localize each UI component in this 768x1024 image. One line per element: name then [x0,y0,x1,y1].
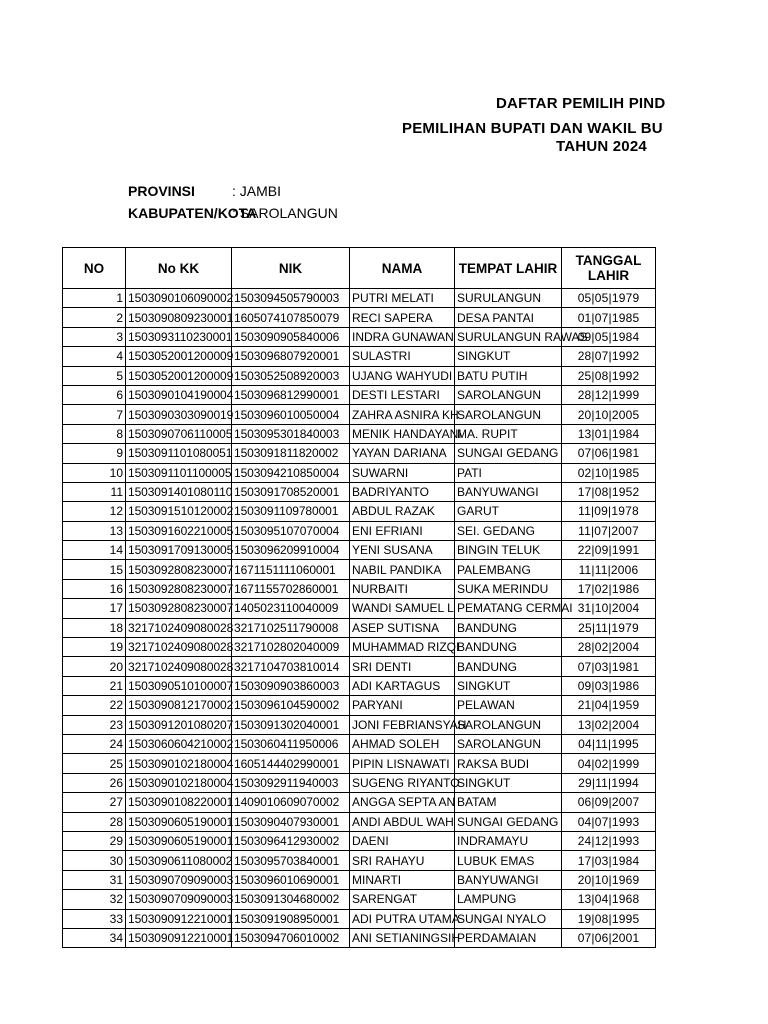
cell-tempat-lahir: SURULANGUN [455,289,562,308]
cell-no: 3 [63,327,126,346]
cell-tanggal-lahir: 24|12|1993 [562,831,656,850]
cell-nik: 1405023110040009 [232,599,350,618]
cell-nama: DESTI LESTARI [350,385,455,404]
cell-no: 11 [63,482,126,501]
cell-nama: MUHAMMAD RIZQI [350,638,455,657]
cell-no: 16 [63,579,126,598]
cell-no-kk: 3217102409080028 [126,638,232,657]
cell-tempat-lahir: LAMPUNG [455,890,562,909]
table-header-row [63,248,656,289]
cell-tempat-lahir: SAROLANGUN [455,734,562,753]
cell-nik: 1503095301840003 [232,424,350,443]
cell-tanggal-lahir: 07|06|1981 [562,444,656,463]
cell-nik: 1671151111060001 [232,560,350,579]
cell-nik: 3217102511790008 [232,618,350,637]
cell-tanggal-lahir: 21|04|1959 [562,696,656,715]
document-subtitle: PEMILIHAN BUPATI DAN WAKIL BU [402,120,663,137]
cell-no: 34 [63,928,126,947]
cell-no-kk: 1503090812170002 [126,696,232,715]
table-row [63,482,656,501]
cell-nik: 1503096209910004 [232,541,350,560]
table-row [63,444,656,463]
cell-nik: 1671155702860001 [232,579,350,598]
cell-no-kk: 1503091510120002 [126,502,232,521]
cell-tanggal-lahir: 09|03|1986 [562,676,656,695]
cell-no: 28 [63,812,126,831]
cell-tempat-lahir: BANYUWANGI [455,482,562,501]
cell-tanggal-lahir: 06|09|2007 [562,793,656,812]
table-row [63,793,656,812]
table-row [63,831,656,850]
table-row [63,715,656,734]
table-row [63,851,656,870]
cell-nama: ADI KARTAGUS [350,676,455,695]
cell-nama: SUWARNI [350,463,455,482]
cell-no-kk: 1503090303090019 [126,405,232,424]
cell-nama: ENI EFRIANI [350,521,455,540]
cell-tanggal-lahir: 25|08|1992 [562,366,656,385]
cell-tanggal-lahir: 04|07|1993 [562,812,656,831]
cell-no: 1 [63,289,126,308]
cell-nama: ASEP SUTISNA [350,618,455,637]
cell-no-kk: 3217102409080028 [126,657,232,676]
column-header-tempat-lahir: TEMPAT LAHIR [455,248,562,289]
cell-nama: PIPIN LISNAWATI [350,754,455,773]
cell-nik: 3217104703810014 [232,657,350,676]
cell-tempat-lahir: SAROLANGUN [455,715,562,734]
cell-nama: SARENGAT [350,890,455,909]
cell-no-kk: 1503091602210005 [126,521,232,540]
cell-no: 21 [63,676,126,695]
cell-tanggal-lahir: 28|07|1992 [562,347,656,366]
table-row [63,754,656,773]
cell-nik: 1503090903860003 [232,676,350,695]
table-row [63,347,656,366]
cell-nik: 1503091811820002 [232,444,350,463]
cell-tanggal-lahir: 28|02|2004 [562,638,656,657]
table-row [63,870,656,889]
cell-nama: ABDUL RAZAK [350,502,455,521]
cell-nama: MINARTI [350,870,455,889]
cell-no-kk: 1503090912210001 [126,928,232,947]
cell-tempat-lahir: SINGKUT [455,676,562,695]
cell-nik: 1503091302040001 [232,715,350,734]
cell-tanggal-lahir: 20|10|1969 [562,870,656,889]
table-row [63,327,656,346]
cell-nik: 1503096412930002 [232,831,350,850]
cell-no: 24 [63,734,126,753]
cell-nik: 1503095107070004 [232,521,350,540]
cell-nama: ADI PUTRA UTAMA [350,909,455,928]
cell-nik: 1503091708520001 [232,482,350,501]
cell-nama: NABIL PANDIKA [350,560,455,579]
table-row [63,424,656,443]
cell-nama: AHMAD SOLEH [350,734,455,753]
cell-nama: ANGGA SEPTA AN [350,793,455,812]
cell-no: 9 [63,444,126,463]
cell-no-kk: 1503052001200009 [126,347,232,366]
table-body [63,289,656,948]
kabupaten-row [128,205,338,221]
cell-nik: 1503052508920003 [232,366,350,385]
cell-tanggal-lahir: 29|11|1994 [562,773,656,792]
cell-tanggal-lahir: 25|11|1979 [562,618,656,637]
cell-nik: 1605144402990001 [232,754,350,773]
cell-nama: SRI DENTI [350,657,455,676]
cell-tempat-lahir: SINGKUT [455,773,562,792]
cell-no: 14 [63,541,126,560]
cell-nama: BADRIYANTO [350,482,455,501]
cell-tanggal-lahir: 04|02|1999 [562,754,656,773]
cell-nama: ANDI ABDUL WAH [350,812,455,831]
cell-tempat-lahir: BANDUNG [455,638,562,657]
cell-nik: 1503095703840001 [232,851,350,870]
cell-nama: UJANG WAHYUDI [350,366,455,385]
table-row [63,638,656,657]
table-row [63,890,656,909]
cell-nik: 1503090407930001 [232,812,350,831]
cell-no-kk: 1503060604210002 [126,734,232,753]
cell-nama: ZAHRA ASNIRA KH [350,405,455,424]
column-header-nik: NIK [232,248,350,289]
table-row [63,541,656,560]
cell-no-kk: 1503090104190004 [126,385,232,404]
cell-nik: 1503091908950001 [232,909,350,928]
cell-tanggal-lahir: 28|12|1999 [562,385,656,404]
table-row [63,521,656,540]
cell-no: 31 [63,870,126,889]
cell-tanggal-lahir: 07|06|2001 [562,928,656,947]
cell-nik: 1503094505790003 [232,289,350,308]
cell-no: 13 [63,521,126,540]
table-row [63,812,656,831]
cell-nama: WANDI SAMUEL L [350,599,455,618]
cell-nik: 1503094706010002 [232,928,350,947]
cell-tempat-lahir: SUNGAI GEDANG [455,812,562,831]
cell-tanggal-lahir: 01|07|1985 [562,308,656,327]
cell-tanggal-lahir: 22|09|1991 [562,541,656,560]
cell-no-kk: 1503090108220001 [126,793,232,812]
cell-no-kk: 1503090809230001 [126,308,232,327]
kabupaten-value: : SAROLANGUN [232,205,338,221]
table-row [63,366,656,385]
cell-no: 23 [63,715,126,734]
cell-tempat-lahir: BANYUWANGI [455,870,562,889]
cell-no-kk: 1503090102180004 [126,754,232,773]
cell-no-kk: 1503090605190001 [126,831,232,850]
cell-no-kk: 1503090709090003 [126,870,232,889]
cell-no: 7 [63,405,126,424]
document-year: TAHUN 2024 [556,138,647,155]
cell-no-kk: 1503091401080110 [126,482,232,501]
cell-tanggal-lahir: 04|11|1995 [562,734,656,753]
document-title: DAFTAR PEMILIH PIND [496,95,666,112]
cell-tempat-lahir: SUNGAI NYALO [455,909,562,928]
table-row [63,385,656,404]
cell-no-kk: 1503090510100007 [126,676,232,695]
cell-no-kk: 1503091201080207 [126,715,232,734]
cell-tempat-lahir: LUBUK EMAS [455,851,562,870]
cell-no: 2 [63,308,126,327]
table-row [63,657,656,676]
table-row [63,618,656,637]
cell-nik: 1503096010050004 [232,405,350,424]
table-row [63,909,656,928]
cell-no-kk: 1503090709090003 [126,890,232,909]
cell-nik: 1503091304680002 [232,890,350,909]
cell-tempat-lahir: BATU PUTIH [455,366,562,385]
cell-tempat-lahir: PATI [455,463,562,482]
cell-no: 20 [63,657,126,676]
cell-tanggal-lahir: 05|05|1979 [562,289,656,308]
cell-no-kk: 1503092808230007 [126,579,232,598]
cell-tanggal-lahir: 13|01|1984 [562,424,656,443]
cell-tempat-lahir: PELAWAN [455,696,562,715]
cell-tempat-lahir: SAROLANGUN [455,405,562,424]
cell-tempat-lahir: BATAM [455,793,562,812]
cell-no-kk: 1503092808230007 [126,560,232,579]
table-row [63,773,656,792]
cell-no-kk: 1503090706110005 [126,424,232,443]
cell-tanggal-lahir: 17|02|1986 [562,579,656,598]
column-header-no-kk: No KK [126,248,232,289]
cell-nik: 1503094210850004 [232,463,350,482]
table-row [63,734,656,753]
cell-nama: PUTRI MELATI [350,289,455,308]
cell-tempat-lahir: SAROLANGUN [455,385,562,404]
cell-no: 25 [63,754,126,773]
cell-tanggal-lahir: 17|03|1984 [562,851,656,870]
cell-tempat-lahir: PERDAMAIAN [455,928,562,947]
column-header-no: NO [63,248,126,289]
cell-tanggal-lahir: 31|10|2004 [562,599,656,618]
cell-no: 26 [63,773,126,792]
cell-no-kk: 1503090912210001 [126,909,232,928]
cell-tempat-lahir: MA. RUPIT [455,424,562,443]
cell-no: 33 [63,909,126,928]
cell-nama: MENIK HANDAYANI [350,424,455,443]
cell-tanggal-lahir: 11|09|1978 [562,502,656,521]
cell-no: 12 [63,502,126,521]
cell-no-kk: 1503091101080051 [126,444,232,463]
cell-nik: 1503096104590002 [232,696,350,715]
cell-tempat-lahir: SINGKUT [455,347,562,366]
cell-no-kk: 1503090611080002 [126,851,232,870]
cell-tanggal-lahir: 13|02|2004 [562,715,656,734]
cell-nik: 1503096812990001 [232,385,350,404]
cell-tanggal-lahir: 17|08|1952 [562,482,656,501]
table-row [63,463,656,482]
cell-nik: 3217102802040009 [232,638,350,657]
cell-nik: 1503091109780001 [232,502,350,521]
cell-no-kk: 1503091709130005 [126,541,232,560]
cell-nama: ANI SETIANINGSIH [350,928,455,947]
cell-nama: YENI SUSANA [350,541,455,560]
cell-no-kk: 1503093110230001 [126,327,232,346]
table-row [63,308,656,327]
table-row [63,289,656,308]
table-row [63,502,656,521]
cell-tempat-lahir: BINGIN TELUK [455,541,562,560]
column-header-tanggal-lahir: TANGGAL LAHIR [562,248,656,289]
table-row [63,928,656,947]
provinsi-label: PROVINSI [128,183,195,199]
cell-nama: DAENI [350,831,455,850]
cell-tempat-lahir: SUNGAI GEDANG [455,444,562,463]
cell-nik: 1409010609070002 [232,793,350,812]
cell-tempat-lahir: SURULANGUN RAWAS [455,327,562,346]
cell-no: 5 [63,366,126,385]
cell-tempat-lahir: INDRAMAYU [455,831,562,850]
cell-no-kk: 1503090106090002 [126,289,232,308]
cell-tempat-lahir: RAKSA BUDI [455,754,562,773]
provinsi-row [128,183,281,199]
cell-tempat-lahir: PALEMBANG [455,560,562,579]
cell-nama: JONI FEBRIANSYAH [350,715,455,734]
cell-nama: YAYAN DARIANA [350,444,455,463]
cell-nama: PARYANI [350,696,455,715]
column-header-nama: NAMA [350,248,455,289]
cell-no: 27 [63,793,126,812]
cell-no: 10 [63,463,126,482]
cell-tempat-lahir: GARUT [455,502,562,521]
cell-nik: 1605074107850079 [232,308,350,327]
cell-tempat-lahir: SEI. GEDANG [455,521,562,540]
cell-nik: 1503096010690001 [232,870,350,889]
cell-no-kk: 1503091101100005 [126,463,232,482]
cell-tempat-lahir: BANDUNG [455,618,562,637]
table-row [63,560,656,579]
cell-tempat-lahir: DESA PANTAI [455,308,562,327]
cell-tempat-lahir: PEMATANG CERMAI [455,599,562,618]
cell-no: 29 [63,831,126,850]
cell-nik: 1503096807920001 [232,347,350,366]
cell-nik: 1503090905840006 [232,327,350,346]
provinsi-value: : JAMBI [232,183,282,199]
cell-tanggal-lahir: 07|03|1981 [562,657,656,676]
table-row [63,676,656,695]
cell-tempat-lahir: SUKA MERINDU [455,579,562,598]
cell-nik: 1503060411950006 [232,734,350,753]
cell-no: 15 [63,560,126,579]
table-row [63,599,656,618]
cell-no: 6 [63,385,126,404]
cell-tanggal-lahir: 20|10|2005 [562,405,656,424]
cell-tanggal-lahir: 11|07|2007 [562,521,656,540]
kabupaten-label: KABUPATEN/KOTA [128,205,257,221]
cell-no: 18 [63,618,126,637]
table-row [63,579,656,598]
cell-tanggal-lahir: 19|08|1995 [562,909,656,928]
cell-no-kk: 1503052001200009 [126,366,232,385]
cell-tanggal-lahir: 13|04|1968 [562,890,656,909]
cell-no-kk: 1503090605190001 [126,812,232,831]
cell-no: 19 [63,638,126,657]
cell-nama: INDRA GUNAWAN [350,327,455,346]
cell-tanggal-lahir: 09|05|1984 [562,327,656,346]
cell-tanggal-lahir: 02|10|1985 [562,463,656,482]
cell-tempat-lahir: BANDUNG [455,657,562,676]
cell-no-kk: 1503090102180004 [126,773,232,792]
voter-table [62,247,656,948]
cell-tanggal-lahir: 11|11|2006 [562,560,656,579]
cell-nama: SUGENG RIYANTO [350,773,455,792]
table-row [63,405,656,424]
table-row [63,696,656,715]
cell-nama: RECI SAPERA [350,308,455,327]
cell-nama: SRI RAHAYU [350,851,455,870]
cell-no: 17 [63,599,126,618]
cell-no: 30 [63,851,126,870]
cell-nama: SULASTRI [350,347,455,366]
cell-no-kk: 3217102409080028 [126,618,232,637]
cell-no: 32 [63,890,126,909]
cell-no: 22 [63,696,126,715]
cell-no: 4 [63,347,126,366]
cell-no-kk: 1503092808230007 [126,599,232,618]
cell-nik: 1503092911940003 [232,773,350,792]
cell-no: 8 [63,424,126,443]
cell-nama: NURBAITI [350,579,455,598]
